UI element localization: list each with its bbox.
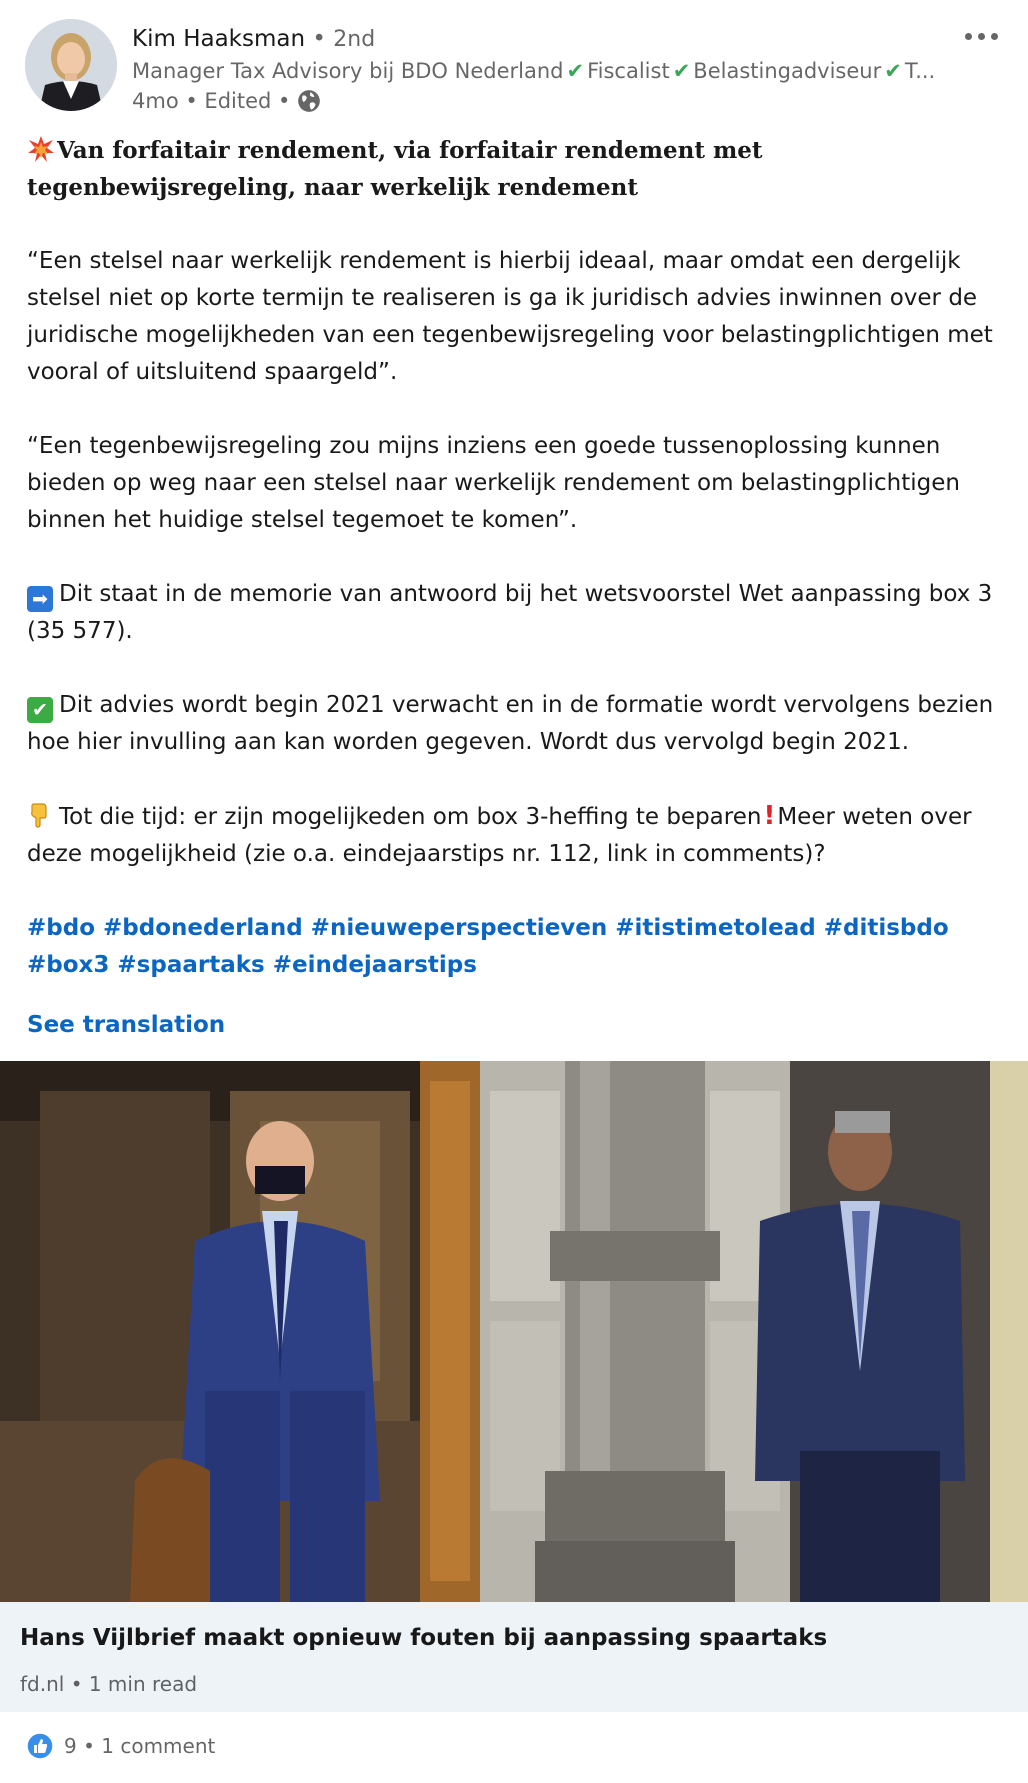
connection-degree: 2nd: [333, 27, 376, 52]
paragraph: “Een tegenbewijsregeling zou mijns inziens een goede tussenoplossing kunnen bieden op weg naar een stelsel naar werkelijk rendement om belastingplichtigen binnen het huidige stelsel tegemoet te komen”.: [27, 433, 960, 533]
headline-part: Manager Tax Advisory bij BDO Nederland: [132, 59, 564, 83]
hashtag-link[interactable]: #ditisbdo: [823, 915, 949, 941]
exclamation-icon: !: [763, 801, 776, 831]
article-image[interactable]: [0, 1061, 1028, 1602]
headline-part: Fiscalist: [587, 59, 670, 83]
post-title: [27, 132, 1002, 206]
check-icon: ✔: [566, 59, 585, 83]
avatar[interactable]: [25, 19, 117, 111]
see-translation-button[interactable]: See translation: [27, 1012, 226, 1038]
paragraph-text: Dit staat in de memorie van antwoord bij het wetsvoorstel Wet aanpassing box 3 (35 577).: [27, 581, 993, 644]
paragraph-text: Dit advies wordt begin 2021 verwacht en in de formatie wordt vervolgens bezien hoe hier invulling aan kan worden gegeven. Wordt dus vervolgd begin 2021.: [27, 692, 994, 755]
actor-name-row[interactable]: [132, 24, 375, 55]
post-title-text: Van forfaitair rendement, via forfaitair rendement met tegenbewijsregeling, naar werkelijk rendement: [27, 137, 763, 201]
hashtag-link[interactable]: #nieuweperspectieven: [310, 915, 608, 941]
check-icon: ✔: [884, 59, 902, 83]
pointing-down-icon: [27, 802, 51, 828]
more-horizontal-icon: [965, 33, 998, 40]
paragraph-text: Tot die tijd: er zijn mogelijkeden om box 3-heffing te beparen: [59, 804, 762, 830]
article-title[interactable]: Hans Vijlbrief maakt opnieuw fouten bij aanpassing spaartaks: [20, 1625, 828, 1651]
hashtag-link[interactable]: #bdonederland: [103, 915, 303, 941]
hashtag-link[interactable]: #box3: [27, 952, 110, 978]
paragraph: [27, 576, 1002, 650]
article-source: [20, 1670, 197, 1698]
paragraph: “Een stelsel naar werkelijk rendement is hierbij ideaal, maar omdat een dergelijk stelsel niet op korte termijn te realiseren is ga ik juridisch advies inwinnen over de juridische mogelijkheden van een tegenbewijsregeling voor belastingplichtigen met vooral of uitsluitend spaargeld”.: [27, 248, 993, 385]
separator-dot: •: [178, 89, 205, 113]
globe-icon: [296, 88, 322, 114]
post-commentary: [27, 132, 1002, 1044]
hashtag-link[interactable]: #spaartaks: [117, 952, 265, 978]
actor-headline: [132, 57, 942, 85]
paragraph: [27, 687, 1002, 761]
check-icon: ✔: [672, 59, 691, 83]
hashtag-link[interactable]: #itistimetolead: [615, 915, 816, 941]
paragraph-text: Meer weten over deze mogelijkheid (zie o.a. eindejaarstips nr. 112, link in comments)?: [27, 804, 972, 867]
arrow-right-icon: ➡: [27, 586, 53, 612]
actor-name[interactable]: Kim Haaksman: [132, 26, 306, 52]
social-counts: [26, 1732, 215, 1760]
separator-dot: •: [70, 1672, 89, 1696]
check-mark-icon: ✔: [27, 697, 53, 723]
separator-dot: •: [312, 26, 334, 52]
collision-icon: [27, 135, 55, 163]
like-icon[interactable]: [26, 1732, 54, 1760]
edited-label: Edited: [204, 89, 272, 113]
post-meta: [132, 87, 322, 115]
hashtag-link[interactable]: #eindejaarstips: [272, 952, 477, 978]
hashtag-list: [27, 910, 1002, 984]
reactions-count[interactable]: 9: [64, 1734, 77, 1758]
avatar-photo: [25, 19, 117, 111]
headline-part: T...: [904, 59, 936, 83]
separator-dot: •: [271, 89, 291, 113]
more-options-button[interactable]: [956, 18, 1006, 54]
article-read-time: 1 min read: [88, 1672, 198, 1696]
article-photo: [0, 1061, 1028, 1602]
post-time: 4mo: [132, 89, 179, 113]
comments-count[interactable]: 1 comment: [101, 1734, 216, 1758]
post-header: [0, 0, 1028, 120]
headline-part: Belastingadviseur: [693, 59, 882, 83]
article-card[interactable]: [0, 1602, 1028, 1712]
article-domain: fd.nl: [20, 1672, 65, 1696]
paragraph: [27, 798, 1002, 873]
separator-dot: •: [76, 1734, 102, 1758]
hashtag-link[interactable]: #bdo: [27, 915, 96, 941]
